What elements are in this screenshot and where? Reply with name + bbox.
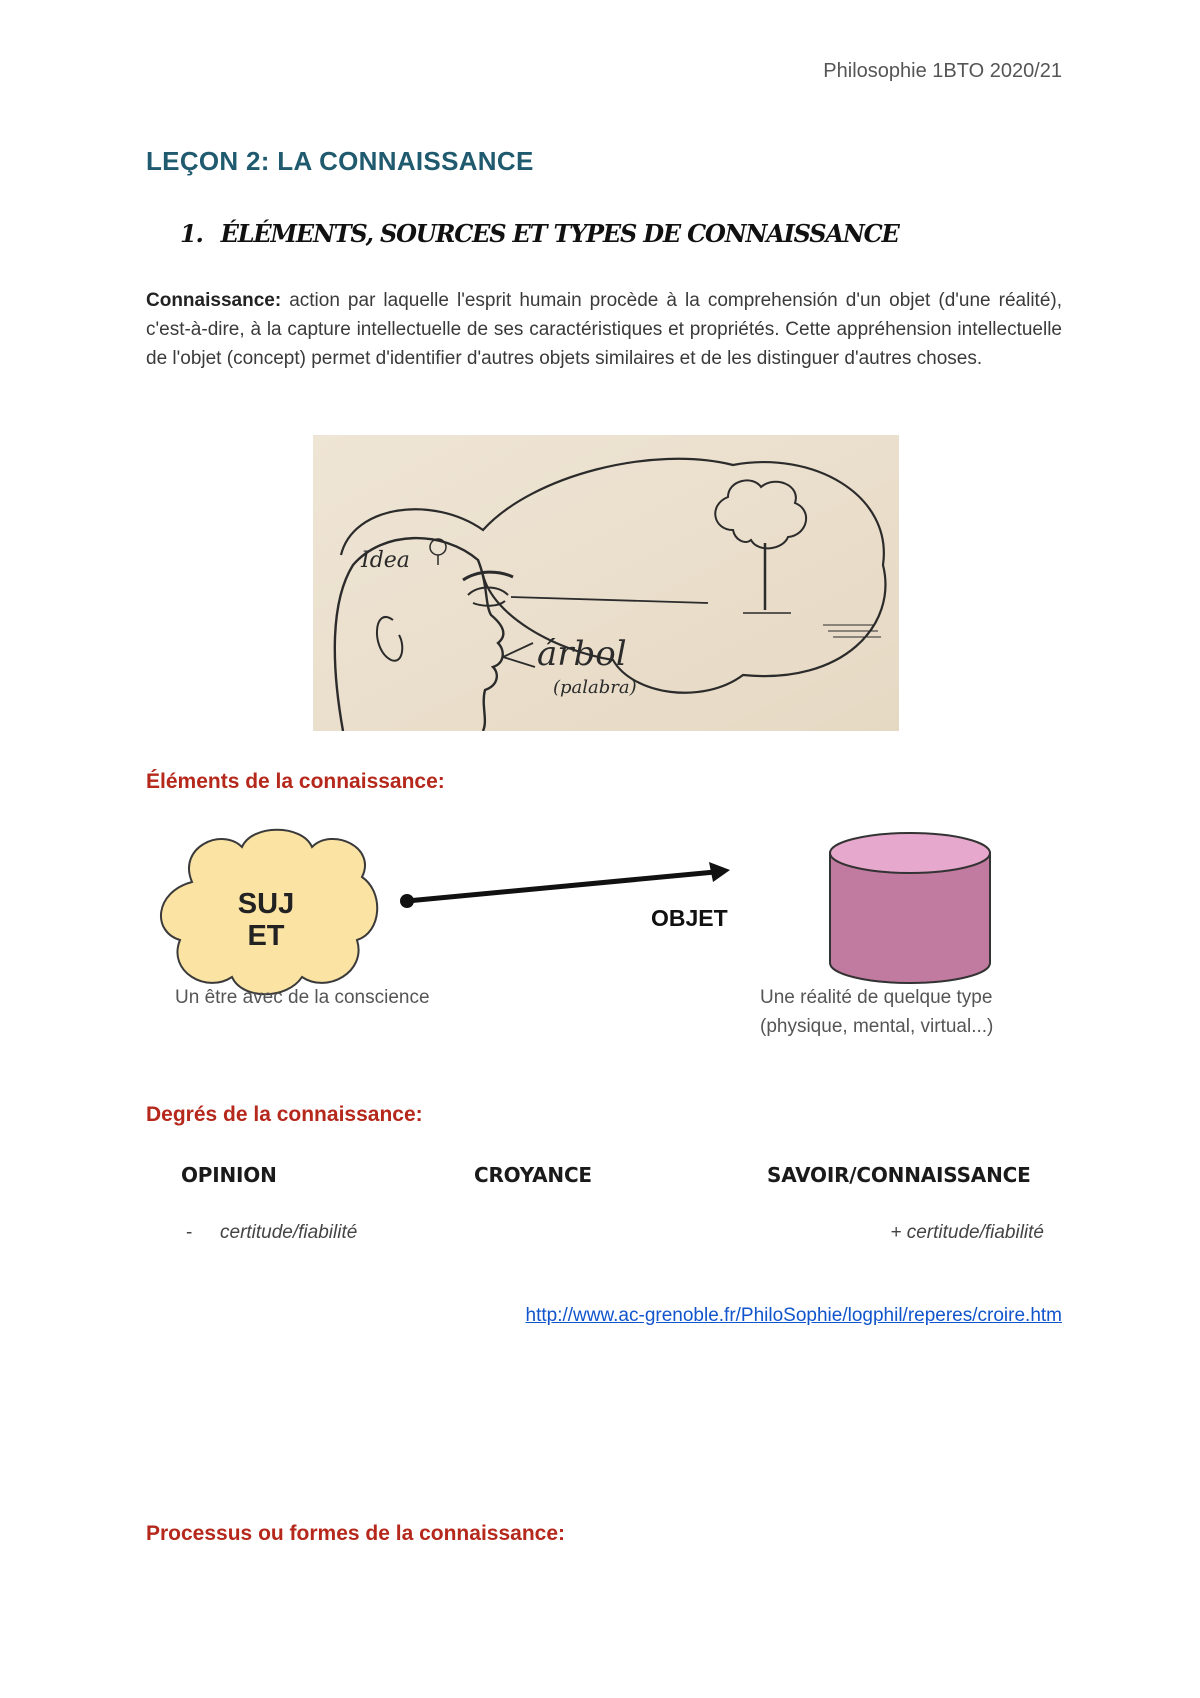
croire-link[interactable]: http://www.ac-grenoble.fr/PhiloSophie/logphil/reperes/croire.htm <box>525 1305 1062 1326</box>
sujet-label: SUJET <box>237 888 295 952</box>
lesson-title: LEÇON 2: LA CONNAISSANCE <box>146 146 534 176</box>
intro-paragraph <box>146 286 1062 373</box>
intro-definition: action par laquelle l'esprit humain procède à la comprehensión d'un objet (d'une réalité), c'est-à-dire, à la capture intellectuelle de ses caractéristiques et propriétés. Cette appréhension intellectuelle de l'objet (concept) permet d'identifier d'autres objets similaires et de les distinguer d'autres choses. <box>146 290 1062 369</box>
degrees-heading: Degrés de la connaissance: <box>146 1103 423 1126</box>
objet-cylinder <box>825 828 995 988</box>
degree-savoir: SAVOIR/CONNAISSANCE <box>767 1163 1031 1187</box>
degree-opinion: OPINION <box>181 1163 277 1187</box>
objet-caption-line2: (physique, mental, virtual...) <box>760 1016 994 1037</box>
section-title <box>180 219 899 248</box>
minus-sign: - <box>186 1222 193 1243</box>
degree-croyance: CROYANCE <box>474 1163 592 1187</box>
section-number: 1. <box>180 219 203 248</box>
objet-caption <box>760 983 993 1041</box>
minus-certitude: certitude/fiabilité <box>220 1222 358 1243</box>
course-header: Philosophie 1BTO 2020/21 <box>823 60 1062 82</box>
word-label: árbol <box>537 634 627 674</box>
intro-term: Connaissance: <box>146 290 282 311</box>
plus-certitude: + certitude/fiabilité <box>890 1222 1044 1243</box>
sujet-caption: Un être avec de la conscience <box>175 987 430 1008</box>
objet-caption-line1: Une réalité de quelque type <box>760 987 993 1008</box>
objet-label: OBJET <box>651 905 728 931</box>
process-heading: Processus ou formes de la connaissance: <box>146 1522 565 1545</box>
section-title-text: ÉLÉMENTS, SOURCES ET TYPES DE CONNAISSANCE <box>220 219 899 248</box>
word-note: (palabra) <box>553 677 637 698</box>
knowledge-illustration <box>313 435 899 731</box>
elements-heading: Éléments de la connaissance: <box>146 770 445 793</box>
idea-label: Idea <box>361 548 410 573</box>
